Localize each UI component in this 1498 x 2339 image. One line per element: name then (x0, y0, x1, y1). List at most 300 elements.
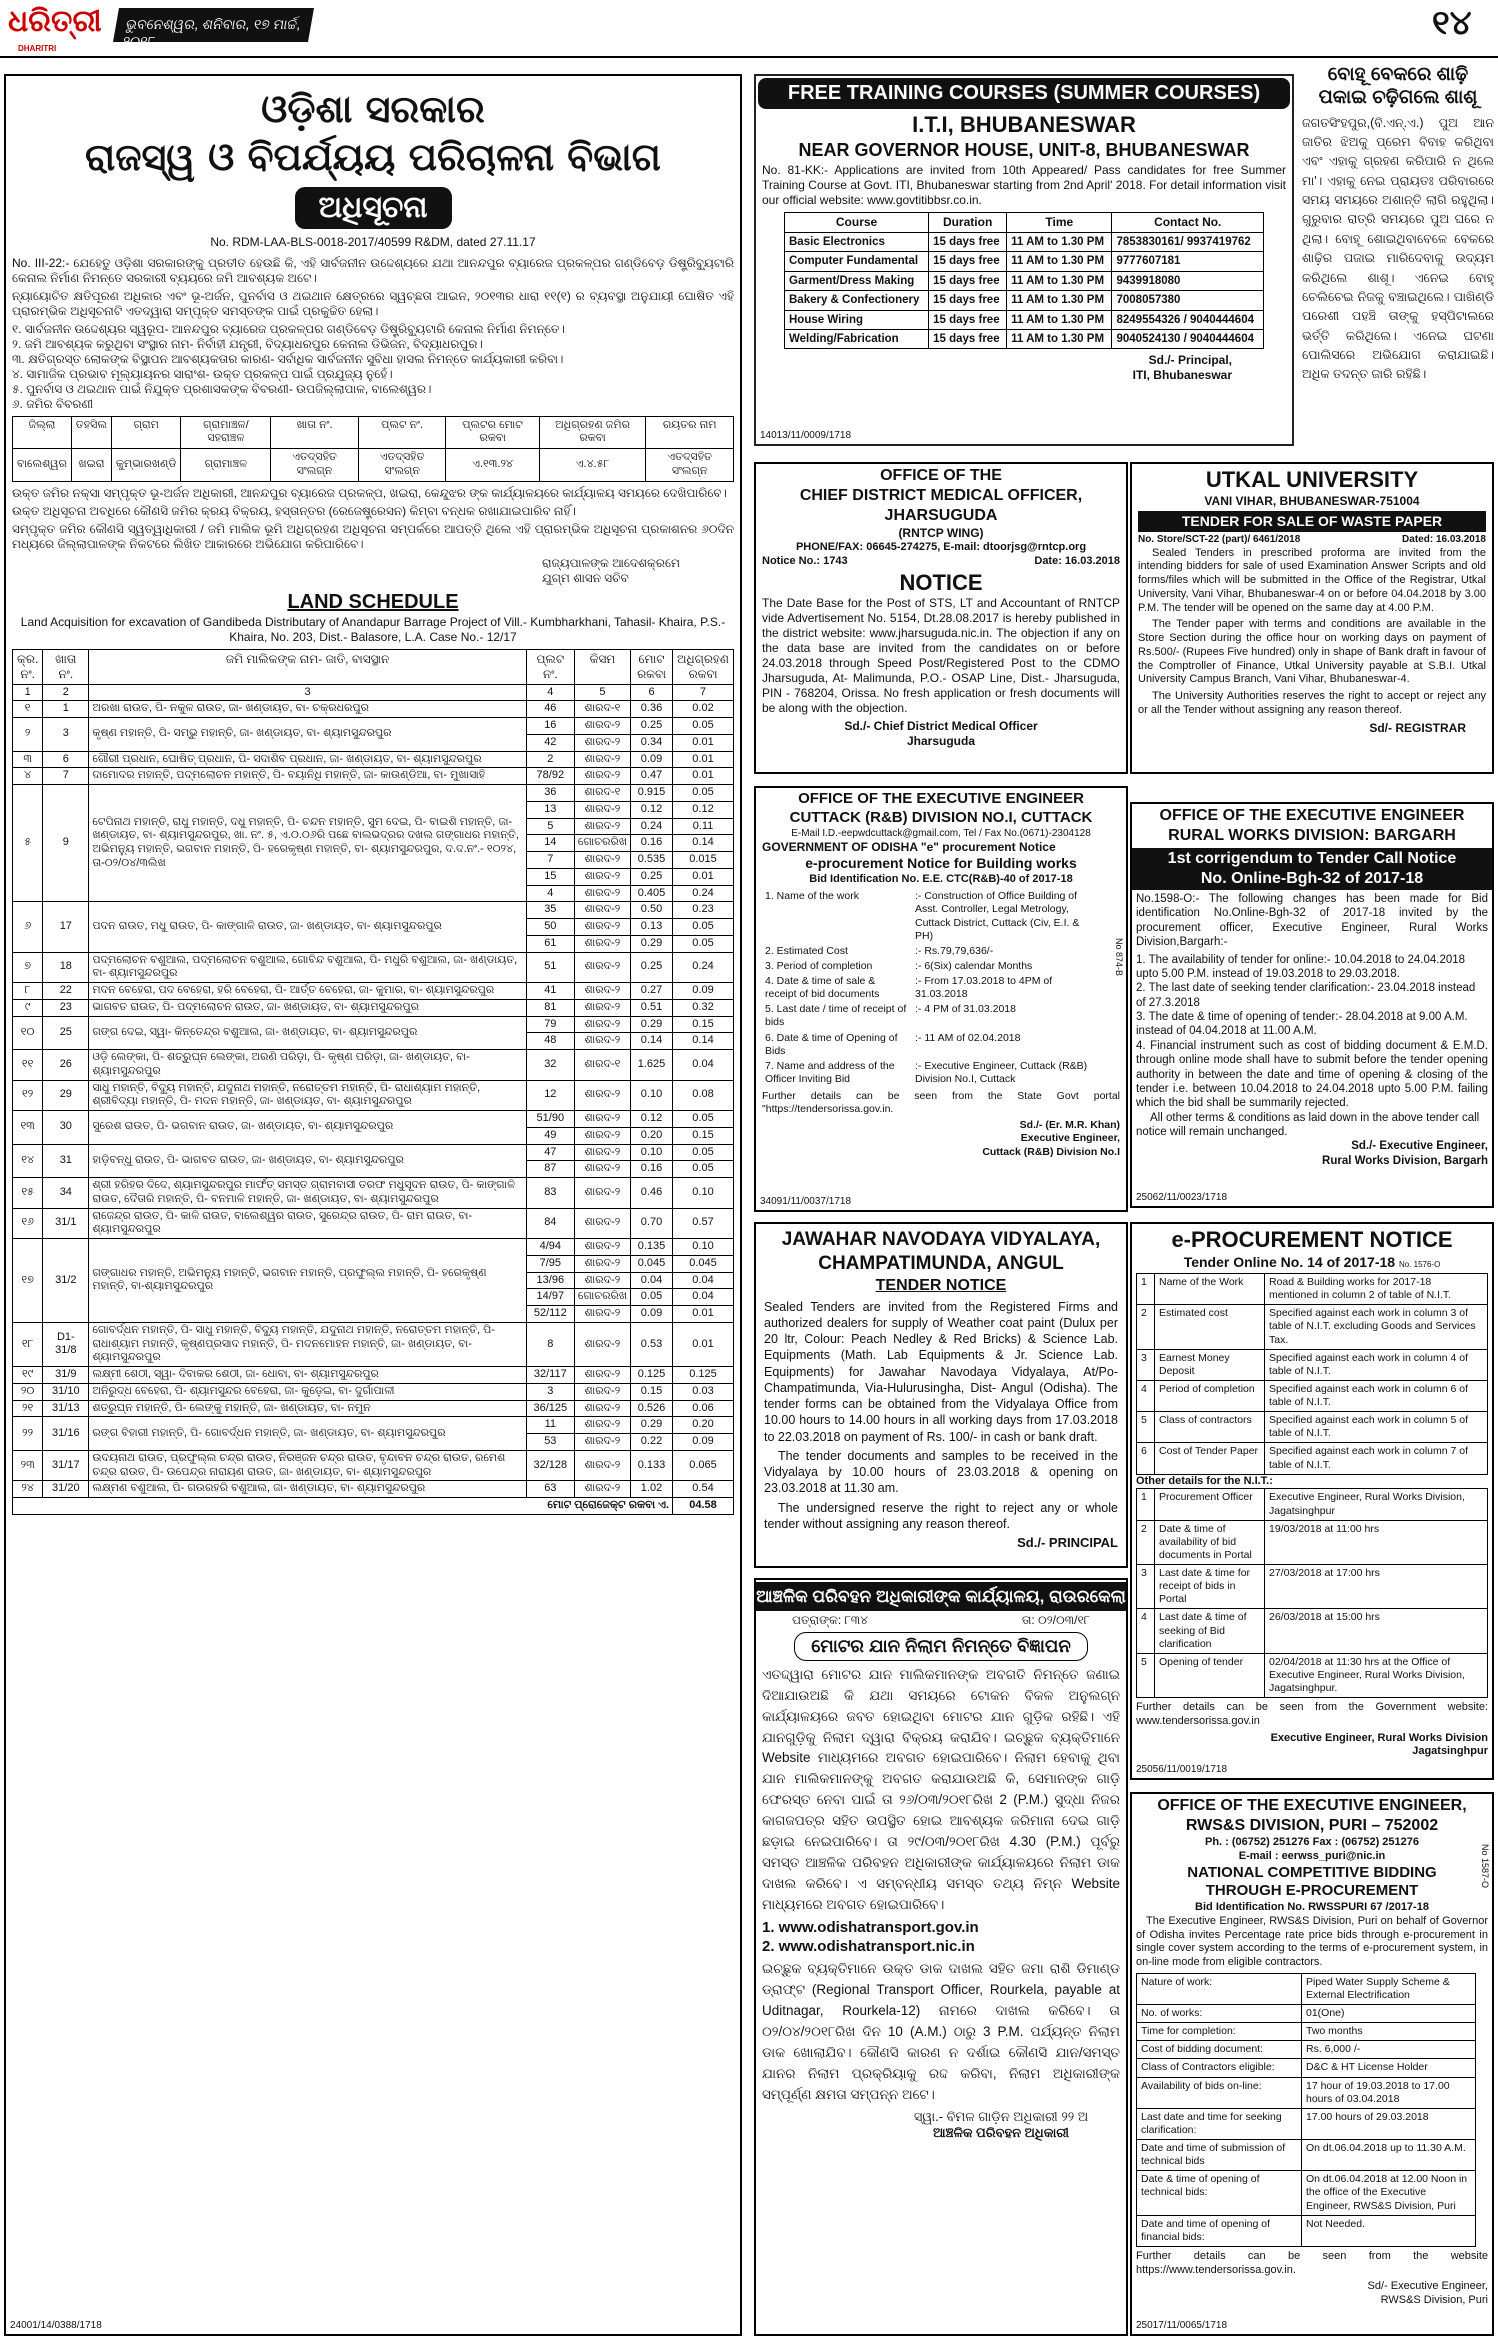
cdmo-contact: PHONE/FAX: 06645-274275, E-mail: dtoorjsg@rntcp.org (795, 541, 1087, 553)
table-cell: ୧୯ (13, 1367, 43, 1384)
table-row (1137, 2108, 1476, 2139)
notif-item: ୪. ସାମାଜିକ ପ୍ରଭାବ ମୂଲ୍ୟାୟନର ସାରାଂଶ- ଉକ୍ତ ପ୍ରକଳ୍ପ ପାଇଁ ପ୍ରଯୁଜ୍ୟ ନୁହେଁ। (12, 366, 393, 381)
table-cell: 2 (1137, 1520, 1155, 1564)
table-cell: 0.06 (673, 1400, 734, 1417)
table-cell: 2 (43, 684, 89, 701)
table-row (762, 944, 1092, 959)
table-cell: 17 (43, 902, 89, 952)
table-cell: ଶାରଦ-୨ (574, 1255, 630, 1272)
bargarh-heading: RURAL WORKS DIVISION: BARGARH (1168, 827, 1456, 844)
table-row (1137, 1609, 1488, 1653)
notif-item: ୫. ପୁନର୍ବାସ ଓ ଥଇଥାନ ପାଇଁ ନିଯୁକ୍ତ ପ୍ରଶାସକଙ୍କ ବିବରଣୀ- ଉପଜିଲ୍ଲାପାଳ, ବାଲେଶ୍ୱର। (12, 381, 432, 396)
notif-para: ଉକ୍ତ ଜମିର ନକ୍ସା ସମ୍ପୃକ୍ତ ଭୂ-ଅର୍ଜନ ଅଧିକାରୀ, ଆନନ୍ଦପୁର ବ୍ୟାରେଜ ପ୍ରକଳ୍ପ, ଖଇରା, କେନ୍ଦୁଝର ଙ୍କ କାର୍ଯ୍ୟାଳୟରେ କାର୍ଯ୍ୟାଳୟ ସମୟରେ ଦେଖିପାରିବେ। (12, 485, 727, 500)
rto-signature: ସ୍ୱା.- ବିମଳ ଗାଡ଼ିନ ଅଧିକାରୀ ୨୨ ଅ ଆଞ୍ଚଳିକ ପରିବହନ ଅଧିକାରୀ (913, 2108, 1089, 2141)
table-cell: 42 (526, 734, 574, 751)
table-cell: 0.09 (631, 1306, 673, 1323)
table-cell: 51/90 (526, 1111, 574, 1128)
table-cell: 87 (526, 1161, 574, 1178)
notif-title-1: ଓଡ଼ିଶା ସରକାର (261, 87, 485, 131)
table-cell: ଶାରଦ-୨ (574, 1367, 630, 1384)
table-cell: ଶାରଦ-୨ (574, 1033, 630, 1050)
table-cell: 4 (1137, 1380, 1155, 1411)
table-cell: ଶ୍ରୀ ହରିହର ଦିଦେ, ଶ୍ୟାମସୁନ୍ଦରପୁର ମାର୍ଫତ୍ ସମସ୍ତ ଗ୍ରାମବାସୀ ତରଫ ମଧୁସୂଦନ ରାଉତ, ପି- କାଙ୍ଗାଳି ରାଉତ, ଦୈତାରି ମହାନ୍ତି, ପି- ବନମାଳି ମହାନ୍ତି, ଜା- ଖଣ୍ଡାୟତ, ବା- ଶ୍ୟାମସୁନ୍ଦରପୁର (89, 1178, 527, 1209)
notif-para: ଉକ୍ତ ଅଧିସୂଚନା ଅବଧିରେ କୌଣସି ଜମିର କ୍ରୟ ବିକ୍ରୟ, ହସ୍ତାନ୍ତର (ରେଜେଷ୍ଟ୍ରେସନ) କିମ୍ବା ବନ୍ଧକ ରଖାଯାଇପାରିବ ନାହିଁ। (12, 503, 576, 518)
eproc-table (1136, 1273, 1488, 1475)
table-cell: Specified against each work in column 7 of table of N.I.T. (1265, 1443, 1488, 1474)
bargarh-heading: OFFICE OF THE EXECUTIVE ENGINEER (1159, 807, 1465, 824)
table-cell: :- Construction of Office Building of Asst. Controller, Legal Metrology, Cuttack District, Cuttack (Civ, E.I. & PH) (915, 890, 1080, 942)
table-row (1137, 2059, 1476, 2077)
table-cell: 0.11 (673, 818, 734, 835)
table-cell: 0.12 (631, 801, 673, 818)
news-body: ଜଗତସିଂହପୁର,(ବି.ଏନ୍.ଏ.) ପୁଅ ଆନ ଜାତିର ଝିଅକୁ ପ୍ରେମ ବିବାହ କରିଥିବା ଏବଂ ଏହାକୁ ଗ୍ରହଣ କରିପାରି ନ ଥିଲେ ମା'। ଏହାକୁ ନେଇ ପ୍ରାୟତଃ ପରିବାରରେ ସମୟ ସମୟରେ ଅଶାନ୍ତି ଲାଗି ରହୁଥିଲା। ଗୁରୁବାର ରାତ୍ରି ସମୟରେ ପୁଅ ଘରେ ନ ଥିଲା। ବୋହୂ ଶୋଇଥିବାବେଳେ ବେକରେ ଶାଢ଼ିର ପଜାଇ ମାରିଦେବାକୁ ଉଦ୍ୟମ କରିଥିଲେ ଶାଶୂ। ଏନେଇ ବୋହୂ ଚେଲିଚେଇ ନିଜକୁ ବଞ୍ଚାଇଥିଲେ। ପାଖିଣ୍ଡି ପରେଶୀ ପହଞ୍ଚି ତାଙ୍କୁ ହସ୍ପିଟାଲରେ ଭର୍ତ୍ତି କରିଥିଲେ। ଏନେଇ ଘଟଣା ପୋଲିସରେ ଅଭିଯୋଗ କରାଯାଇଛି। ଅଧିକ ତଦନ୍ତ ଜାରି ରହିଛି। (1302, 115, 1494, 382)
table-row (1137, 2023, 1476, 2041)
table-cell: Executive Engineer, Rural Works Division, Jagatsinghpur (1265, 1489, 1488, 1520)
table-cell: Availability of bids on-line: (1137, 2077, 1302, 2108)
table-row (1137, 2077, 1476, 2108)
puri-bid-id: Bid Identification No. RWSSPURI 67 /2017-18 (1195, 1901, 1429, 1913)
table-cell: 63 (526, 1481, 574, 1498)
table-header-cell: ତହସିଲ (71, 416, 111, 449)
table-cell: 11 AM to 1.30 PM (1007, 233, 1112, 252)
table-cell: 0.51 (631, 999, 673, 1016)
eproc-heading: e-PROCUREMENT NOTICE (1171, 1227, 1453, 1252)
iti-body: No. 81-KK:- Applications are invited from 10th Appeared/ Pass candidates for free Summer Training Course at Govt. ITI, Bhubaneswar starting from 2nd April' 2018. For detail information visit our official website: www.govtitibbsr.co.in. (762, 163, 1286, 207)
table-cell: 11 AM to 1.30 PM (1007, 310, 1112, 329)
table-cell: 5 (526, 818, 574, 835)
table-cell: 41 (526, 983, 574, 1000)
table-cell: Last date and time for seeking clarification: (1137, 2108, 1302, 2139)
table-cell: 11 AM to 1.30 PM (1007, 271, 1112, 290)
puri-further: Further details can be seen from the website https://www.tendersorissa.gov.in. (1136, 2249, 1488, 2276)
table-cell: 0.04 (631, 1272, 673, 1289)
table-cell: Nature of work: (1137, 1973, 1302, 2004)
puri-phone: Ph. : (06752) 251276 Fax : (06752) 251276 (1204, 1836, 1420, 1848)
notif-ref: No. RDM-LAA-BLS-0018-2017/40599 R&DM, dated 27.11.17 (210, 234, 536, 249)
table-cell: 0.125 (673, 1367, 734, 1384)
ad-code: 34091/11/0037/1718 (760, 1195, 852, 1207)
table-cell: Not Needed. (1302, 2215, 1476, 2246)
notif-para: No. III-22:- ଯେହେତୁ ଓଡ଼ିଶା ସରକାରଙ୍କୁ ପ୍ରତୀତ ହେଉଛି କି, ଏହି ସାର୍ବଜନୀନ ଉଦ୍ଦେଶ୍ୟରେ ଯଥା ଆନନ୍ଦପୁର ବ୍ୟାରେଜ ପ୍ରକଳ୍ପର ଗଣ୍ଡିବେଡ଼ ଡିଷ୍ଟ୍ରିବ୍ୟୁଟାରି କେନାଲ ନିର୍ମାଣ ନିମନ୍ତେ ସରକାରୀ ବ୍ୟୟରେ ଜମି ଆବଶ୍ୟକ ଅଟେ। (12, 255, 734, 285)
cuttack-further: Further details can be seen from the State Govt portal "https://tendersorissa.gov.in. (762, 1090, 1120, 1116)
table-cell: 4/94 (526, 1239, 574, 1256)
table-cell: 0.01 (673, 1322, 734, 1366)
table-cell: Two months (1302, 2023, 1476, 2041)
table-cell: 0.05 (673, 785, 734, 802)
table-cell: 35 (526, 902, 574, 919)
table-cell: ଶାରଦ-୨ (574, 1306, 630, 1323)
table-cell: ୧୦ (13, 1016, 43, 1050)
total-value: 04.58 (673, 1498, 734, 1515)
notif-para: ନ୍ୟାୟୋଚିତ କ୍ଷତିପୂରଣ ଅଧିକାର ଏବଂ ଭୂ-ଅର୍ଜନ, ପୁନର୍ବାସ ଓ ଥଇଥାନ କ୍ଷେତ୍ରରେ ସ୍ୱଚ୍ଛତା ଆଇନ, ୨୦୧୩ର ଧାରା ୧୧(୧) ର ବ୍ୟବସ୍ଥା ଅନୁଯାୟୀ ଘୋଷିତ ଏହି ପ୍ରାରମ୍ଭିକ ଅଧିସୂଚନାଟି ଏତଦ୍ୱାରା ସମ୍ପୃକ୍ତ ସମସ୍ତଙ୍କ ପାଇଁ ପ୍ରକୁଚ୍ଚିତ ହେଲା। (12, 288, 734, 318)
table-cell: 26/03/2018 at 15:00 hrs (1265, 1609, 1488, 1653)
table-row (1137, 1489, 1488, 1520)
rto-website: 1. www.odishatransport.gov.in (762, 1918, 979, 1936)
table-cell: 0.03 (673, 1383, 734, 1400)
table-cell: Procurement Officer (1155, 1489, 1265, 1520)
table-cell: Specified against each work in column 4 of table of N.I.T. (1265, 1349, 1488, 1380)
table-cell: :- Executive Engineer, Cuttack (R&B) Division No.I, Cuttack (915, 1059, 1088, 1085)
table-cell: 8 (526, 1322, 574, 1366)
table-row (13, 1144, 734, 1161)
table-header-cell: ଗ୍ରାମ (111, 416, 181, 449)
table-header-cell: ପ୍ଲଟ ନଂ. (526, 649, 574, 684)
table-row (13, 1239, 734, 1256)
table-cell: 0.05 (673, 1161, 734, 1178)
table-header-cell: ଖାତା ନଂ. (43, 649, 89, 684)
table-cell: ଅରଖା ରାଉତ, ପି- ନକୁଳ ରାଉତ, ଜା- ଖଣ୍ଡାୟତ, ବା- ଚକ୍ରଧରପୁର (89, 701, 527, 718)
table-row (13, 1367, 734, 1384)
cuttack-heading: OFFICE OF THE EXECUTIVE ENGINEER (798, 790, 1084, 807)
table-cell: 0.27 (631, 983, 673, 1000)
cdmo-subheading: (RNTCP WING) (898, 526, 984, 540)
notif-item: ୧. ସାର୍ବଜନୀନ ଉଦ୍ଦେଶ୍ୟର ସ୍ୱରୂପ- ଆନନ୍ଦପୁର ବ୍ୟାରେଜ ପ୍ରକଳ୍ପର ଗଣ୍ଡିବେଡ଼ ଡିଷ୍ଟ୍ରିବ୍ୟୁଟାରି କେନାଲ ନିର୍ମାଣ ନିମନ୍ତେ। (12, 321, 565, 336)
table-cell: ଶାରଦ-୨ (574, 919, 630, 936)
table-cell: 31/1 (43, 1208, 89, 1239)
bargarh-item: 1. The availability of tender for online:- 10.04.2018 to 24.04.2018 upto 5.00 P.M. instead of 19.03.2018 to 29.03.2018. (1136, 953, 1466, 980)
table-cell: Bakery & Confectionery (785, 291, 929, 310)
table-row (762, 889, 1092, 944)
table-cell: 0.29 (631, 935, 673, 952)
table-cell: 79 (526, 1016, 574, 1033)
iti-address: NEAR GOVERNOR HOUSE, UNIT-8, BHUBANESWAR (798, 139, 1250, 160)
table-row (13, 1111, 734, 1128)
table-row (13, 1178, 734, 1209)
table-cell: 0.24 (673, 885, 734, 902)
table-row (762, 1031, 1092, 1059)
table-cell: Date and time of opening of financial bids: (1137, 2215, 1302, 2246)
table-cell: 0.36 (631, 701, 673, 718)
table-cell: ୨୦ (13, 1383, 43, 1400)
table-cell: 3 (1137, 1565, 1155, 1609)
table-cell: ଏ.୧୩.୨୪ (446, 449, 539, 482)
table-cell: 0.25 (631, 868, 673, 885)
ad-side-code: No 874-B (1114, 938, 1124, 977)
table-row (13, 785, 734, 802)
iti-signature: Sd./- Principal, ITI, Bhubaneswar (1132, 353, 1232, 383)
table-row (762, 959, 1092, 974)
table-cell: ଗଙ୍ଗ ଦେଇ, ସ୍ୱା- କିନ୍ତେନ୍ଦ୍ର ବଶୁଆଲ, ଜା- ଖଣ୍ଡାୟତ, ବା- ଶ୍ୟାମସୁନ୍ଦରପୁର (89, 1016, 527, 1050)
table-cell: Road & Building works for 2017-18 mentioned in column 2 of table of N.I.T. (1265, 1274, 1488, 1305)
bargarh-item: 4. Financial instrument such as cost of bidding document & E.M.D. through online mode shall have to submit before the tender opening authority in between the date and time of opening & closing of the tender i.e. between 10.04.2018 to 24.04.2018 upto 5.00 P.M. failing which the bid shall be summarily rejected. (1136, 1039, 1488, 1110)
jnv-heading: JAWAHAR NAVODAYA VIDYALAYA, (781, 1229, 1101, 1250)
table-cell: 0.04 (673, 1289, 734, 1306)
table-row (13, 718, 734, 735)
cdmo-notice-no: Notice No.: 1743 (762, 554, 848, 567)
table-cell: 15 days free (929, 291, 1007, 310)
rto-para: ଏତଦ୍ଦ୍ୱାରା ମୋଟର ଯାନ ମାଲିକମାନଙ୍କ ଅବଗତି ନିମନ୍ତେ ଜଣାଇ ଦିଆଯାଉଅଛି କି ଯଥା ସମୟରେ ଟୋକନ ବିକଳ ଅନୁଲଗ୍ନ କାର୍ଯ୍ୟାଳୟରେ ଜବତ ହୋଇଥିବା ମୋଟର ଯାନ ଗୁଡ଼ିକ ରହିଛି। ଏହି ଯାନଗୁଡ଼ିକୁ ନିଲାମ ଦ୍ୱାରା ବିକ୍ରୟ କରାଯିବ। ଇଚ୍ଛୁକ ବ୍ୟକ୍ତିମାନେ Website ମାଧ୍ୟମରେ ଅବଗତ ହୋଇପାରିବେ। ନିଲାମ ହେବାକୁ ଥିବା ଯାନ ମାଲିକମାନଙ୍କୁ ଅବଗତ କରାଯାଉଅଛି କି, ସେମାନଙ୍କ ଗାଡ଼ି ଫେରସ୍ତ ନେବା ପାଇଁ ତା ୨୬/୦୩/୨୦୧୮ରିଖ 2 (P.M.) ସୁଦ୍ଧା ନିଜର କାଗଜପତ୍ର ସହିତ ଉପସ୍ଥିତ ହୋଇ ଆବଶ୍ୟକ ଜରିମାନା ଦେଇ ଗାଡ଼ି ଛଡ଼ାଇ ନେଇପାରିବେ। ତା ୨୯/୦୩/୨୦୧୮ରିଖ 4.30 (P.M.) ପୂର୍ବରୁ ସମସ୍ତ ଆଞ୍ଚଳିକ ପରିବହନ ଅଧିକାରୀଙ୍କ କାର୍ଯ୍ୟାଳୟରେ ନିଲାମ ଡାକ ଦାଖଲ କରିବେ। ଏ ସମ୍ବନ୍ଧୀୟ ସମସ୍ତ ତଥ୍ୟ ନିମ୍ନ Website ମାଧ୍ୟମରେ ଅବଗତ ହୋଇପାରିବେ। (762, 1666, 1120, 1912)
land-schedule-table (12, 649, 734, 1515)
puri-title: NATIONAL COMPETITIVE BIDDING (1187, 1863, 1437, 1881)
iti-heading: I.T.I, BHUBANESWAR (912, 112, 1136, 137)
table-cell: 0.133 (631, 1450, 673, 1481)
table-cell: 1 (43, 701, 89, 718)
rto-date: ତା: ୦୨/୦୩/୧୮ (1021, 1613, 1090, 1628)
table-cell: ମଦନ ବେହେରା, ପଦ ବେହେରା, ହରି ବେହେରା, ପି- ଆର୍ତ୍ତ ବେହେରା, ଜା- କୁମାର, ବା- ଶ୍ୟାମସୁନ୍ଦରପୁର (89, 983, 527, 1000)
table-cell: 7853830161/ 9937419762 (1112, 233, 1264, 252)
table-cell: ୧୪ (13, 1144, 43, 1178)
table-cell: Estimated cost (1155, 1305, 1265, 1349)
table-cell: Basic Electronics (785, 233, 929, 252)
ad-side-code: No 1587-O (1480, 1844, 1490, 1889)
table-cell: ଶାରଦ-୨ (574, 1144, 630, 1161)
table-cell: 0.20 (631, 1127, 673, 1144)
utkal-para: The Tender paper with terms and conditions are available in the Store Section during the office hour on working days on payment of Rs.500/- (Rupees Five hundred) only in shape of Bank draft in favour of the Comptroller of Finance, Utkal University payable at S.B.I. Utkal University Campus Branch, Vani Vihar, Bhubaneswar-4. (1138, 618, 1486, 686)
table-cell: Opening of tender (1155, 1653, 1265, 1697)
table-cell: 7008057380 (1112, 291, 1264, 310)
notif-item: ୬. ଜମିର ବିବରଣୀ (12, 396, 94, 411)
table-cell: ପଦ୍ମଲୋଚନ ବଶୁଆଲ, ପଦ୍ମଲୋଚନ ବଶୁଆଲ, ଗୋବିନ୍ଦ ବଶୁଆଲ, ପି- ମଧୁରି ବଶୁଆଲ, ଜା- ଖଣ୍ଡାୟତ, ବା- ଶ୍ୟାମସୁନ୍ଦରପୁର (89, 952, 527, 983)
table-row (13, 1016, 734, 1033)
utkal-para: The University Authorities reserves the right to accept or reject any or all the Tender without assigning any reason thereof. (1138, 690, 1486, 716)
table-cell: 0.915 (631, 785, 673, 802)
table-cell: ସୁରେଶ ରାଉତ, ପି- ଭଗବାନ ରାଉତ, ଜା- ଖଣ୍ଡାୟତ, ବା- ଶ୍ୟାମସୁନ୍ଦରପୁର (89, 1111, 527, 1145)
table-row (1137, 2171, 1476, 2215)
puri-ncb-ad (1130, 1792, 1494, 2336)
table-cell: 01(One) (1302, 2005, 1476, 2023)
table-cell: ଶାରଦ-୨ (574, 1161, 630, 1178)
table-cell: ଶାରଦ-୨ (574, 1239, 630, 1256)
table-cell: 0.05 (673, 935, 734, 952)
utkal-no: No. Store/SCT-22 (part)/ 6461/2018 (1138, 534, 1301, 545)
table-cell: 3 (43, 718, 89, 752)
table-header-cell: ଜମି ମାଲିକଙ୍କ ନାମ- ଜାତି, ବାସସ୍ଥାନ (89, 649, 527, 684)
table-cell: On dt.06.04.2018 up to 11.30 A.M. (1302, 2140, 1476, 2171)
table-cell: ଏତଦ୍ସହିତ ସଂଲଗ୍ନ (358, 449, 446, 482)
table-cell: 0.01 (673, 768, 734, 785)
table-cell: 6. Date & time of Opening of Bids (765, 1031, 898, 1057)
cdmo-date: Date: 16.03.2018 (1034, 554, 1120, 567)
table-cell: 0.01 (673, 868, 734, 885)
table-cell: 0.25 (631, 952, 673, 983)
table-cell: ୨ (13, 718, 43, 752)
table-cell: ଶାରଦ-୨ (574, 1272, 630, 1289)
table-cell: 27/03/2018 at 17:00 hrs (1265, 1565, 1488, 1609)
table-row (13, 1481, 734, 1498)
table-cell: ଶାରଦ-୨ (574, 1322, 630, 1366)
table-cell: 0.14 (631, 1033, 673, 1050)
table-cell: ଗୌରୀ ପ୍ରଧାନ, ଘୋଷିତ୍ ପ୍ରଧାନ, ପି- ସଦାଶିବ ପ୍ରଧାନ, ଜା- ଖଣ୍ଡାୟତ, ବା- ଶ୍ୟାମସୁନ୍ଦରପୁର (89, 751, 527, 768)
eproc-signature: Executive Engineer, Rural Works Division Jagatsinghpur (1270, 1731, 1488, 1758)
table-cell: ଏତଦ୍ସହିତ ସଂଲଗ୍ନ (646, 449, 734, 482)
notif-title-2: ରାଜସ୍ୱ ଓ ବିପର୍ଯ୍ୟୟ ପରିଚାଳନା ବିଭାଗ (85, 134, 661, 179)
bargarh-item: 3. The date & time of opening of tender:- 28.04.2018 at 9.00 A.M. instead of 04.04.2018 at 11.00 A.M. (1136, 1011, 1468, 1038)
table-cell: 0.09 (631, 751, 673, 768)
table-cell: ଶାରଦ-୨ (574, 1417, 630, 1434)
table-cell: No. of works: (1137, 2005, 1302, 2023)
table-cell: Class of contractors (1155, 1412, 1265, 1443)
jnv-heading: CHAMPATIMUNDA, ANGUL (818, 1252, 1064, 1274)
table-cell: Specified against each work in column 3 of table of N.I.T. excluding Goods and Services Tax. (1265, 1305, 1488, 1349)
table-cell: 83 (526, 1178, 574, 1209)
table-cell: ପଦନ ରାଉତ, ମଧୁ ରାଉତ, ପି- କାଙ୍ଗାଳି ରାଉତ, ଜା- ଖଣ୍ଡାୟତ, ବା- ଶ୍ୟାମସୁନ୍ଦରପୁର (89, 902, 527, 952)
table-cell: 31/2 (43, 1239, 89, 1323)
table-cell: ଶାରଦ-୨ (574, 952, 630, 983)
table-cell: 1 (13, 684, 43, 701)
table-cell: 78/92 (526, 768, 574, 785)
table-row (13, 701, 734, 718)
table-cell: ଶାରଦ-୨ (574, 902, 630, 919)
table-row (13, 1417, 734, 1434)
bargarh-banner: 1st corrigendum to Tender Call Notice No. Online-Bgh-32 of 2017-18 (1132, 848, 1492, 890)
table-row (785, 233, 1264, 252)
rto-banner: ଆଞ୍ଚଳିକ ପରିବହନ ଅଧିକାରୀଙ୍କ କାର୍ଯ୍ୟାଳୟ, ରାଉରକେଲା (756, 1582, 1126, 1611)
table-cell: 16 (526, 718, 574, 735)
ad-code: 25056/11/0019/1718 (1136, 1763, 1228, 1775)
table-cell: 9040524130 / 9040444604 (1112, 329, 1264, 348)
table-cell: ସାଧୁ ମହାନ୍ତି, ବିଦ୍ୟୁ ମହାନ୍ତି, ଯଦୁନାଥ ମହାନ୍ତି, ନରୋତ୍ତମ ମହାନ୍ତି, ପି- ରାଧାଶ୍ୟାମ ମହାନ୍ତି, ଶ୍ରୀବିଦ୍ୟା ମହାନ୍ତି, ପି- ମଦନ ମହାନ୍ତି, ଜା- ଖଣ୍ଡାୟତ, ବା- ଶ୍ୟାମସୁନ୍ଦରପୁର (89, 1080, 527, 1111)
table-cell: 0.34 (631, 734, 673, 751)
puri-details-table (1136, 1973, 1476, 2247)
table-cell: 0.015 (673, 852, 734, 869)
table-cell: 0.08 (673, 1080, 734, 1111)
table-cell: ଶାରଦ-୨ (574, 734, 630, 751)
table-cell: 0.065 (673, 1450, 734, 1481)
table-row (762, 1059, 1092, 1087)
total-label: ମୋଟ ପ୍ରୋଜେକ୍ଟ ରକବା ଏ. (13, 1498, 673, 1515)
table-cell: 31/16 (43, 1417, 89, 1451)
cdmo-heading: OFFICE OF THE (880, 467, 1002, 484)
table-cell: 36/125 (526, 1400, 574, 1417)
table-cell: 0.13 (631, 919, 673, 936)
table-cell: 0.02 (673, 701, 734, 718)
table-cell: 7 (526, 852, 574, 869)
table-cell: 0.405 (631, 885, 673, 902)
table-row (13, 952, 734, 983)
bargarh-item: All other terms & conditions as laid down in the above tender call notice will remain unchanged. (1136, 1111, 1480, 1138)
table-cell: 0.05 (673, 718, 734, 735)
table-cell: 52/112 (526, 1306, 574, 1323)
table-cell: ଗୋଚରରିଖ (574, 1289, 630, 1306)
table-cell: Last date & time for receipt of bids in Portal (1155, 1565, 1265, 1609)
table-cell: 0.09 (673, 983, 734, 1000)
table-cell: 9777607181 (1112, 252, 1264, 271)
table-cell: 0.05 (673, 1144, 734, 1161)
table-cell: 0.23 (673, 902, 734, 919)
table-cell: 0.14 (673, 1033, 734, 1050)
table-cell: 0.32 (673, 999, 734, 1016)
table-cell: 5. Last date / time of receipt of bids (765, 1003, 907, 1029)
cuttack-title: e-procurement Notice for Building works (805, 855, 1077, 871)
utkal-tender-ad (1130, 462, 1494, 774)
table-cell: 3 (1137, 1349, 1155, 1380)
table-cell: ୪ (13, 768, 43, 785)
ad-code: 24001/14/0388/1718 (10, 2319, 102, 2331)
table-cell: House Wiring (785, 310, 929, 329)
table-cell: 0.09 (673, 1434, 734, 1451)
table-cell: 0.04 (673, 1272, 734, 1289)
puri-intro: The Executive Engineer, RWS&S Division, Puri on behalf of Governor of Odisha invites Percentage rate price bids through e-procurement in single cover system according to the terms of e-procurement system, in on-line mode from eligible contractors. (1136, 1914, 1488, 1968)
table-row (1137, 1973, 1476, 2004)
table-header-cell: କିସମ (574, 649, 630, 684)
table-row (785, 329, 1264, 348)
table-cell: ଶାରଦ-୨ (574, 1400, 630, 1417)
table-cell: Rs. 6,000 /- (1302, 2041, 1476, 2059)
puri-email: E-mail : eerwss_puri@nic.in (1238, 1849, 1386, 1862)
page-number: ୧୪ (1432, 4, 1472, 42)
table-row (1137, 1565, 1488, 1609)
table-row (13, 1080, 734, 1111)
table-cell: 6 (1137, 1443, 1155, 1474)
table-cell: 32 (526, 1050, 574, 1081)
table-cell: ୭ (13, 952, 43, 983)
table-cell: ୮ (13, 983, 43, 1000)
table-cell: 2. Estimated Cost (765, 944, 848, 957)
table-cell: 0.20 (673, 1417, 734, 1434)
table-cell: 22 (43, 983, 89, 1000)
table-cell: କୃଷ୍ଣ ମହାନ୍ତି, ପି- ସମ୍ଭୁ ମହାନ୍ତି, ଜା- ଖଣ୍ଡାୟତ, ବା- ଶ୍ୟାମସୁନ୍ଦରପୁର (89, 718, 527, 752)
table-cell: ଶାରଦ-୨ (574, 1178, 630, 1209)
table-cell: 0.01 (673, 751, 734, 768)
table-cell: 0.25 (631, 718, 673, 735)
table-row (785, 271, 1264, 290)
table-cell: 14/97 (526, 1289, 574, 1306)
table-cell: 0.46 (631, 1178, 673, 1209)
table-cell: ୧୫ (13, 1178, 43, 1209)
table-cell: :- Rs.79,79,636/- (915, 944, 994, 957)
table-cell: ଶାରଦ-୨ (574, 1208, 630, 1239)
table-cell: 0.16 (631, 1161, 673, 1178)
table-cell: ଶାରଦ-୨ (574, 1016, 630, 1033)
table-cell: 15 (526, 868, 574, 885)
table-row (785, 252, 1264, 271)
table-cell: ୧୮ (13, 1322, 43, 1366)
table-cell: 2 (1137, 1305, 1155, 1349)
table-cell: Piped Water Supply Scheme & External Electrification (1302, 1973, 1476, 2004)
table-cell: 0.045 (631, 1255, 673, 1272)
table-cell: 2 (526, 751, 574, 768)
table-cell: ଶାରଦ-୧ (574, 701, 630, 718)
table-cell: D&C & HT License Holder (1302, 2059, 1476, 2077)
table-cell: ଶତ୍ରୁଘ୍ନ ମହାନ୍ତି, ପି- ଲେଙ୍କୁ ମହାନ୍ତି, ଜା- ଖଣ୍ଡାୟତ, ବା- ନମୁନ (89, 1400, 527, 1417)
jnv-signature: Sd./- PRINCIPAL (1017, 1535, 1118, 1550)
table-cell: 0.16 (631, 835, 673, 852)
ad-code: 25017/11/0065/1718 (1136, 2319, 1228, 2331)
news-story (1302, 64, 1494, 458)
table-cell: ଶାରଦ-୨ (574, 1383, 630, 1400)
jnv-para: Sealed Tenders are invited from the Registered Firms and authorized dealers for supply of Weather coat paint (Dulux per 20 ltr, Colour: Peach Nedley & Red Bricks) & Science Lab. Equipments (Math. Lab Equipments & Jr. Science Lab. Equipments) for Jawahar Navodaya Vidyalaya, At/Po- Champatimunda, Via-Hulurusingha, Dist- Angul (Odisha). The tender forms can be obtained from the Vidyalaya Office from 10.00 hours to 14.00 hours in all working days from 17.03.2018 to 22.03.2018 on payment of Rs. 100/- in cash or bank draft. (764, 1299, 1118, 1444)
table-cell: 15 days free (929, 329, 1007, 348)
table-cell: ୫ (13, 785, 43, 902)
table-cell: 0.045 (673, 1255, 734, 1272)
table-cell: ଶାରଦ-୨ (574, 718, 630, 735)
jnv-title: TENDER NOTICE (875, 1276, 1007, 1294)
table-cell: 7 (673, 684, 734, 701)
table-cell: 0.10 (631, 1080, 673, 1111)
table-cell: 3 (526, 1383, 574, 1400)
table-cell: ଶାରଦ-୨ (574, 1111, 630, 1128)
table-cell: 4 (526, 684, 574, 701)
table-cell: Garment/Dress Making (785, 271, 929, 290)
table-row (13, 1050, 734, 1081)
table-cell: 32/128 (526, 1450, 574, 1481)
table-cell: 11 AM to 1.30 PM (1007, 252, 1112, 271)
table-cell: ଶାରଦ-୨ (574, 801, 630, 818)
table-cell: ଗୋଚରରିଖ (574, 835, 630, 852)
table-cell: ଶାରଦ-୨ (574, 1481, 630, 1498)
puri-title: THROUGH E-PROCUREMENT (1205, 1882, 1419, 1900)
table-cell: 5 (1137, 1412, 1155, 1443)
table-header-cell: ଜିଲ୍ଲା (13, 416, 72, 449)
table-row (1137, 1412, 1488, 1443)
rto-title: ମୋଟର ଯାନ ନିଲାମ ନିମନ୍ତେ ବିଜ୍ଞାପନ (794, 1632, 1088, 1661)
table-cell: 0.29 (631, 1016, 673, 1033)
table-cell: 7 (43, 768, 89, 785)
utkal-signature: Sd/- REGISTRAR (1369, 720, 1466, 735)
bargarh-intro: No.1598-O:- The following changes has been made for Bid identification No.Online-Bgh-32 of 2017-18 invited by the procurement officer, Executive Engineer, Rural Works Division,Bargarh:- (1136, 893, 1488, 949)
table-cell: ଦାମୋଦର ମହାନ୍ତି, ପଦ୍ମଲୋଚନ ମହାନ୍ତି, ପି- ବୟାନିଧି ମହାନ୍ତି, ଜା- କାଉଣ୍ଡିଆ, ବା- ମୁଖାସାହି (89, 768, 527, 785)
table-cell: 15 days free (929, 233, 1007, 252)
